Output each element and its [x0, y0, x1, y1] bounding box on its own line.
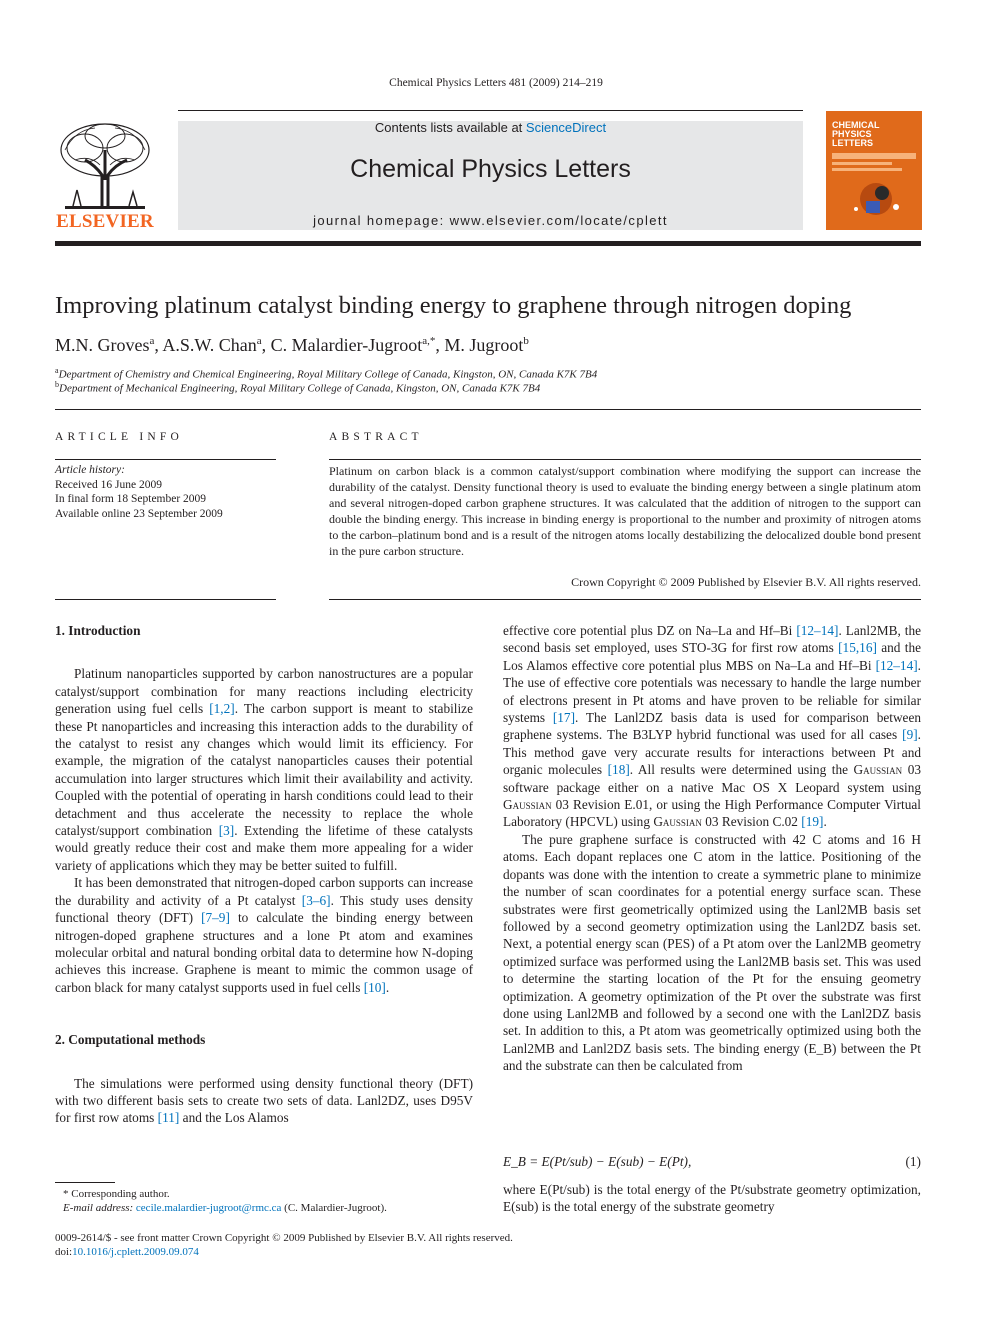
citation-link[interactable]: [11] [157, 1110, 180, 1126]
footnote-rule [55, 1182, 115, 1183]
article-info-bottom-rule [55, 599, 276, 600]
article-title: Improving platinum catalyst binding energy to graphene through nitrogen doping [55, 292, 852, 319]
intro-heading: 1. Introduction [55, 623, 141, 638]
abstract-bottom-rule [329, 599, 921, 600]
article-history [55, 463, 223, 521]
doi-link[interactable]: 10.1016/j.cplett.2009.09.074 [72, 1246, 199, 1258]
right-column [503, 622, 921, 1075]
footnote [55, 1187, 387, 1215]
affiliation-text: Department of Chemistry and Chemical Engineering, Royal Military College of Canada, Kingston, ON, Canada K7K 7B4 [58, 368, 598, 381]
journal-title: Chemical Physics Letters [350, 155, 631, 183]
citation-link[interactable]: [18] [607, 762, 630, 778]
issn-line: 0009-2614/$ - see front matter Crown Copyright © 2009 Published by Elsevier B.V. All rights reserved. [55, 1232, 513, 1244]
citation-link[interactable]: [15,16] [838, 640, 877, 656]
history-revised: In final form 18 September 2009 [55, 493, 207, 505]
article-info-heading: ARTICLE INFO [55, 431, 183, 443]
citation-link[interactable]: [3] [218, 823, 235, 839]
publisher-logo-text: ELSEVIER [56, 211, 154, 232]
intro-paragraph-1: Platinum nanoparticles supported by carbon nanostructures are a popular catalyst/support combination for many reactions including electricity generation using fuel cells [1,2]. The carbon support is meant to stabilize these Pt nanoparticles and increasing this interaction adds to the durability of the catalyst to resist any changes which would limit its efficiency. For example, the migration of the catalyst nanoparticles causes their potential accumulation into larger structures which limit their availability and activity. Coupled with the potential of operating in harsh conditions could lead to their detachment and thus accelerate the necessity to replace the whole catalyst/support combination [3]. Extending the lifetime of these catalysts would greatly reduce their cost and make them more appealing for a wider variety of applications which they may be better suited to fulfill. [55, 666, 473, 873]
abstract-text: Platinum on carbon black is a common catalyst/support combination where modifying the support can increase the durability of the catalyst. Density functional theory is used to evaluate the binding energy between a single platinum atom and several nitrogen-doped carbon graphene structures. It was calculated that the addition of nitrogen to the support can double the binding energy. This increase in binding energy is proportional to the number and proximity of nitrogen atoms to the carbon–platinum bond and is a result of the nitrogen atoms locally destabilizing the delocalized double bond present in the pure carbon structure. [329, 464, 921, 558]
journal-reference: Chemical Physics Letters 481 (2009) 214–219 [389, 77, 603, 89]
author-affil-sup: b [523, 335, 529, 347]
citation-link[interactable]: [12–14] [875, 657, 918, 673]
methods-paragraph-3 [503, 1181, 921, 1216]
affiliation-rule [55, 409, 921, 410]
citation-link[interactable]: [3–6] [301, 892, 331, 908]
doi-prefix: doi: [55, 1246, 73, 1258]
abstract-rule [329, 459, 921, 460]
author-name: A.S.W. Chan [162, 335, 257, 355]
methods-paragraph-2: The pure graphene surface is constructed with 42 C atoms and 16 H atoms. Each dopant replaces one C atom in the lattice. Positioning of the dopants was done with the intention to create a symmetric plane to minimize the number of scan coordinates for a potential energy surface scan. These substrates were first geometrically optimized using the Lanl2MB basis set followed by a second geometry optimization using the Lanl2DZ basis set. Next, a potential energy scan (PES) of a Pt atom over the Lanl2MB geometry optimized surface was performed using the Lanl2MB basis set. This was used to determine the starting location of the Pt for the ensuing geometry optimization. A geometry optimization of the Pt over the substrate was first done using Lanl2MB and followed by a second one with the Lanl2DZ basis set. In addition to this, a Pt atom was geometrically optimized using both the Lanl2MB and Lanl2DZ basis sets. The binding energy (E_B) between the Pt and the substrate can then be calculated from [503, 831, 921, 1074]
email-suffix: (C. Malardier-Jugroot). [281, 1202, 387, 1214]
article-info-rule [55, 459, 276, 460]
page-footer [55, 1231, 513, 1259]
citation-link[interactable]: [1,2] [209, 701, 235, 717]
cover-line-1: CHEMICAL [832, 120, 880, 130]
journal-homepage-link[interactable]: journal homepage: www.elsevier.com/locate/cplett [313, 213, 668, 228]
masthead-thick-rule [55, 241, 921, 246]
email-note [55, 1201, 387, 1215]
affiliation-a [55, 366, 597, 381]
doi-line [55, 1245, 513, 1259]
author-name: M.N. Groves [55, 335, 150, 355]
citation-link[interactable]: [12–14] [796, 623, 839, 638]
history-label: Article history: [55, 464, 125, 476]
equation-number: (1) [905, 1154, 921, 1169]
history-online: Available online 23 September 2009 [55, 507, 223, 520]
equation-1 [503, 1154, 921, 1170]
methods-heading: 2. Computational methods [55, 1032, 206, 1048]
methods-paragraph-1: The simulations were performed using density functional theory (DFT) with two different basis sets to create two sets of data. Lanl2DZ, uses D95V for first row atoms [11] and the Los Alamos [55, 1075, 473, 1126]
header-rule [178, 110, 803, 111]
citation-link[interactable]: [17] [552, 710, 576, 726]
citation-link[interactable]: [7–9] [201, 910, 230, 926]
author-name: M. Jugroot [444, 335, 524, 355]
contents-line [178, 120, 803, 135]
affiliation-b [55, 380, 540, 395]
citation-link[interactable]: [19] [801, 814, 824, 830]
email-link[interactable]: cecile.malardier-jugroot@rmc.ca [135, 1202, 282, 1214]
citation-link[interactable]: [9] [902, 727, 918, 743]
cover-illustration [826, 151, 922, 230]
corresponding-author-note: * Corresponding author. [63, 1188, 170, 1200]
author-list: M.N. Groves$^a$, A.S.W. Chan$^a$, C. Malardier-Jugroot$^{a,*}$, M. Jugroot$^b$ [55, 335, 529, 355]
citation-link[interactable]: [10] [363, 979, 386, 995]
left-column [55, 622, 473, 1127]
author-affil-sup: a,* [422, 335, 436, 347]
cover-line-3: LETTERS [832, 138, 874, 148]
sciencedirect-link[interactable]: ScienceDirect [525, 120, 607, 135]
methods-paragraph-1-cont: effective core potential plus DZ on Na–La and Hf–Bi [12–14]. Lanl2MB, the second basis set employed, uses STO-3G for first row atoms [15,16] and the Los Alamos effective core potential plus MBS on Na–La and Hf–Bi [12–14]. The use of effective core potentials was necessary to handle the large number of electrons present in Pt atoms and have proven to be reliable for similar systems [17]. The Lanl2DZ basis data is used for comparison between graphene systems. The B3LYP hybrid functional was used for all cases [9]. This method gave very accurate results for interactions between Pt and organic molecules [18]. All results were determined using the Gaussian 03 software package either on a native Mac OS X Leopard system using Gaussian 03 Revision E.01, or using the High Performance Computer Virtual Laboratory (HPCVL) using Gaussian 03 Revision C.02 [19]. [503, 623, 922, 830]
equation-text: E_B = E(Pt/sub) − E(sub) − E(Pt), [503, 1154, 692, 1169]
affiliation-sup: a [55, 366, 59, 375]
email-label: E-mail address: [63, 1202, 136, 1214]
affiliation-text: Department of Mechanical Engineering, Royal Military College of Canada, Kingston, ON, Canada K7K 7B4 [59, 382, 541, 395]
intro-paragraph-2: It has been demonstrated that nitrogen-doped carbon supports can increase the durability and activity of a Pt catalyst [3–6]. This study uses density functional theory (DFT) [7–9] to calculate the binding energy between nitrogen-doped graphene structures and a lone Pt atom and examines molecular orbital and natural bonding orbital data to determine how N-doping achieves this increase. Graphene is meant to mimic the common usage of carbon black for many catalyst supports used in fuel cells [10]. [55, 875, 474, 995]
cover-line-2: PHYSICS [832, 129, 872, 139]
cover-title [832, 121, 880, 148]
abstract-heading: ABSTRACT [329, 431, 423, 443]
abstract-copyright: Crown Copyright © 2009 Published by Elsevier B.V. All rights reserved. [571, 575, 921, 589]
author-name: C. Malardier-Jugroot [270, 335, 423, 355]
affiliation-sup: b [55, 380, 59, 389]
contents-prefix: Contents lists available at [374, 120, 526, 135]
author-affil-sup: a [149, 335, 155, 347]
history-received: Received 16 June 2009 [55, 478, 162, 491]
journal-cover-image [826, 111, 922, 230]
methods-paragraph-3-text: where E(Pt/sub) is the total energy of the Pt/substrate geometry optimization, E(sub) is the total energy of the substrate geometry [503, 1182, 921, 1215]
author-affil-sup: a [256, 335, 262, 347]
